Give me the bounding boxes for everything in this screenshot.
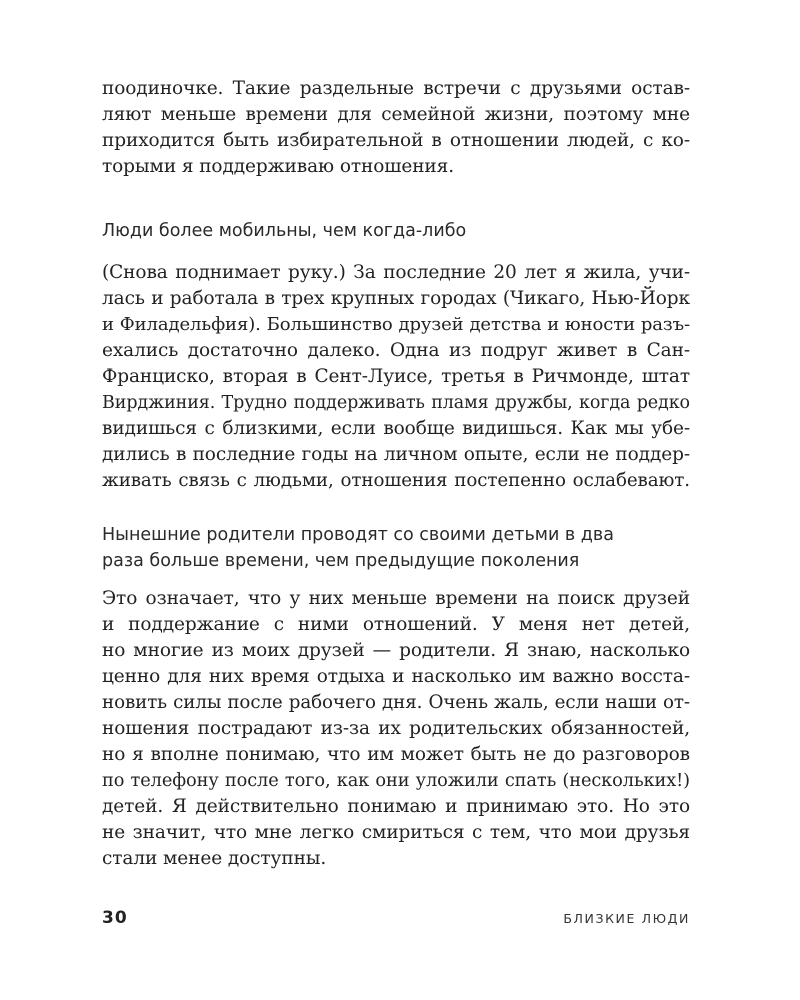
heading-line: Нынешние родители проводят со своими детьми в два — [102, 525, 614, 545]
running-title: БЛИЗКИЕ ЛЮДИ — [563, 911, 690, 926]
text-line: и поддержание с ними отношений. У меня нет детей, — [102, 614, 690, 635]
page-number: 30 — [102, 908, 128, 928]
text-line: стали менее доступны. — [102, 848, 327, 869]
body-paragraph-3 — [102, 586, 690, 872]
text-line: Вирджиния. Трудно поддерживать пламя дружбы, когда редко — [102, 393, 690, 413]
body-paragraph-1 — [102, 76, 690, 180]
text-line: ляют меньше времени для семейной жизни, поэтому мне — [102, 104, 690, 125]
text-line: лась и работала в трех крупных городах (Чикаго, Нью-Йорк — [102, 288, 690, 309]
text-line: видишься с близкими, если вообще видишься. Как мы убе- — [102, 418, 690, 439]
page-footer — [102, 908, 690, 932]
text-line: дились в последние годы на личном опыте, если не поддер- — [102, 444, 690, 465]
text-line: ношения пострадают из-за их родительских обязанностей, — [102, 718, 690, 739]
text-line: торыми я поддерживаю отношения. — [102, 156, 455, 177]
text-line: не значит, что мне легко смириться с тем, что мои друзья — [102, 822, 690, 843]
section-heading-1 — [102, 218, 690, 244]
heading-line: Люди более мобильны, чем когда-либо — [102, 221, 467, 241]
text-line: живать связь с людьми, отношения постепенно ослабевают. — [102, 470, 690, 491]
text-line: Франциско, вторая в Сент-Луисе, третья в Ричмонде, штат — [102, 366, 690, 387]
text-line: ехались достаточно далеко. Одна из подруг живет в Сан- — [102, 340, 690, 361]
text-line: приходится быть избирательной в отношении людей, с ко- — [102, 130, 690, 151]
text-line: но многие из моих друзей — родители. Я знаю, насколько — [102, 640, 690, 661]
text-line: новить силы после рабочего дня. Очень жаль, если наши от- — [102, 692, 690, 713]
heading-line: раза больше времени, чем предыдущие поколения — [102, 551, 580, 571]
text-line: ценно для них время отдыха и насколько им важно восста- — [102, 666, 690, 687]
text-line: но я вполне понимаю, что им может быть не до разговоров — [102, 744, 690, 765]
text-line: Это означает, что у них меньше времени на поиск друзей — [102, 588, 690, 609]
text-line: и Филадельфия). Большинство друзей детства и юности разъ- — [102, 314, 690, 335]
text-line: по телефону после того, как они уложили спать (нескольких!) — [102, 771, 690, 791]
text-line: (Снова поднимает руку.) За последние 20 лет я жила, учи- — [102, 262, 690, 283]
text-line: детей. Я действительно понимаю и принимаю это. Но это — [102, 796, 690, 817]
body-paragraph-2 — [102, 260, 690, 494]
section-heading-2 — [102, 522, 690, 574]
text-line: поодиночке. Такие раздельные встречи с друзьями остав- — [102, 78, 690, 99]
